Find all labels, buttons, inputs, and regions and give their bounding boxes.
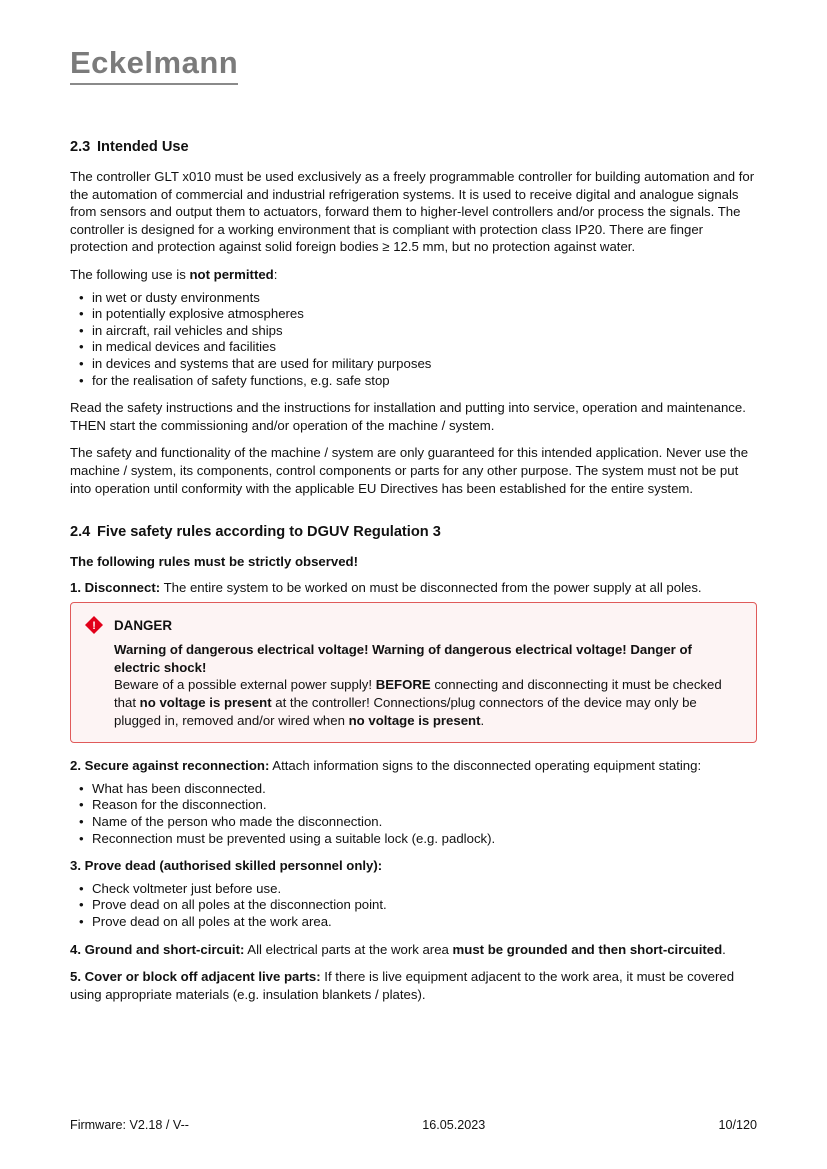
paragraph-intended-use: The controller GLT x010 must be used exclusively as a freely programmable controller for building automation and for the automation of commercial and industrial refrigeration systems. It is used to receive digital and analogue signals from sensors and output them to actuators, forward them to higher-level controllers and/or process the signals. The controller is designed for a working environment that is compliant with protection class IP20. There are finger protection and protection against solid foreign bodies ≥ 12.5 mm, but no protection against water.: [70, 169, 755, 255]
rule-3-list: [70, 881, 757, 931]
footer-date: 16.05.2023: [422, 1118, 486, 1132]
list-item: • Name of the person who made the disconnection.: [70, 814, 757, 831]
footer-firmware: Firmware: V2.18 / V--: [70, 1118, 189, 1132]
list-item: • in potentially explosive atmospheres: [70, 306, 757, 323]
rule-5-cover: 5. Cover or block off adjacent live parts: If there is live equipment adjacent to the work area, it must be covered using appropriate materials (e.g. insulation blankets / plates).: [70, 969, 735, 1002]
section-2-3-heading: [70, 139, 757, 155]
danger-header: [85, 616, 740, 634]
rule-2-secure: 2. Secure against reconnection: Attach information signs to the disconnected operating equipment stating:: [70, 758, 702, 774]
list-item: • in aircraft, rail vehicles and ships: [70, 323, 757, 340]
paragraph-safety-functionality: The safety and functionality of the machine / system are only guaranteed for this intended application. Never use the machine / system, its components, control components or parts for any other purpose. The system must not be put into operation until conformity with the applicable EU Directives has been established for the entire system.: [70, 445, 749, 496]
danger-box: [70, 602, 757, 743]
rules-intro: The following rules must be strictly observed!: [70, 554, 358, 570]
svg-text:!: !: [92, 620, 96, 633]
section-title: Five safety rules according to DGUV Regulation 3: [97, 524, 441, 541]
danger-content: [114, 641, 740, 729]
danger-warning-icon: [85, 616, 103, 634]
rule-4-ground: 4. Ground and short-circuit: All electrical parts at the work area must be grounded and then short-circuited.: [70, 941, 726, 957]
section-title: Intended Use: [97, 139, 189, 155]
rule-3-prove-dead: 3. Prove dead (authorised skilled personnel only):: [70, 858, 383, 874]
list-item: • Prove dead on all poles at the work area.: [70, 914, 757, 931]
list-item: • Check voltmeter just before use.: [70, 881, 757, 898]
rule-2-list: [70, 781, 757, 847]
paragraph-read-safety: Read the safety instructions and the instructions for installation and putting into service, operation and maintenance. THEN start the commissioning and/or operation of the machine / system.: [70, 400, 746, 433]
section-number: 2.4: [70, 524, 91, 541]
danger-label: DANGER: [114, 617, 173, 633]
list-item: • in wet or dusty environments: [70, 290, 757, 307]
list-item: • for the realisation of safety functions, e.g. safe stop: [70, 373, 757, 390]
footer-page-number: 10/120: [718, 1118, 757, 1132]
section-2-4-heading: [70, 524, 757, 540]
rule-1-disconnect: 1. Disconnect: The entire system to be worked on must be disconnected from the power supply at all poles.: [70, 579, 702, 595]
paragraph-not-permitted: The following use is not permitted:: [70, 266, 278, 282]
not-permitted-list: [70, 290, 757, 390]
list-item: • Reason for the disconnection.: [70, 797, 757, 814]
list-item: • in devices and systems that are used for military purposes: [70, 356, 757, 373]
section-number: 2.3: [70, 139, 91, 155]
list-item: • Prove dead on all poles at the disconnection point.: [70, 897, 757, 914]
list-item: • What has been disconnected.: [70, 781, 757, 798]
list-item: • in medical devices and facilities: [70, 339, 757, 356]
danger-heading: Warning of dangerous electrical voltage! Warning of dangerous electrical voltage! Danger of electric shock!: [114, 642, 692, 675]
page-body: [70, 139, 757, 1003]
danger-body: Beware of a possible external power supply! BEFORE connecting and disconnecting it must be checked that no voltage is present at the controller! Connections/plug connectors of the device may only be plugged in, removed and/or wired when no voltage is present.: [114, 677, 722, 728]
page-footer: [70, 1118, 757, 1132]
page-header: [70, 45, 757, 139]
list-item: • Reconnection must be prevented using a suitable lock (e.g. padlock).: [70, 831, 757, 848]
eckelmann-logo: Eckelmann: [70, 45, 238, 85]
